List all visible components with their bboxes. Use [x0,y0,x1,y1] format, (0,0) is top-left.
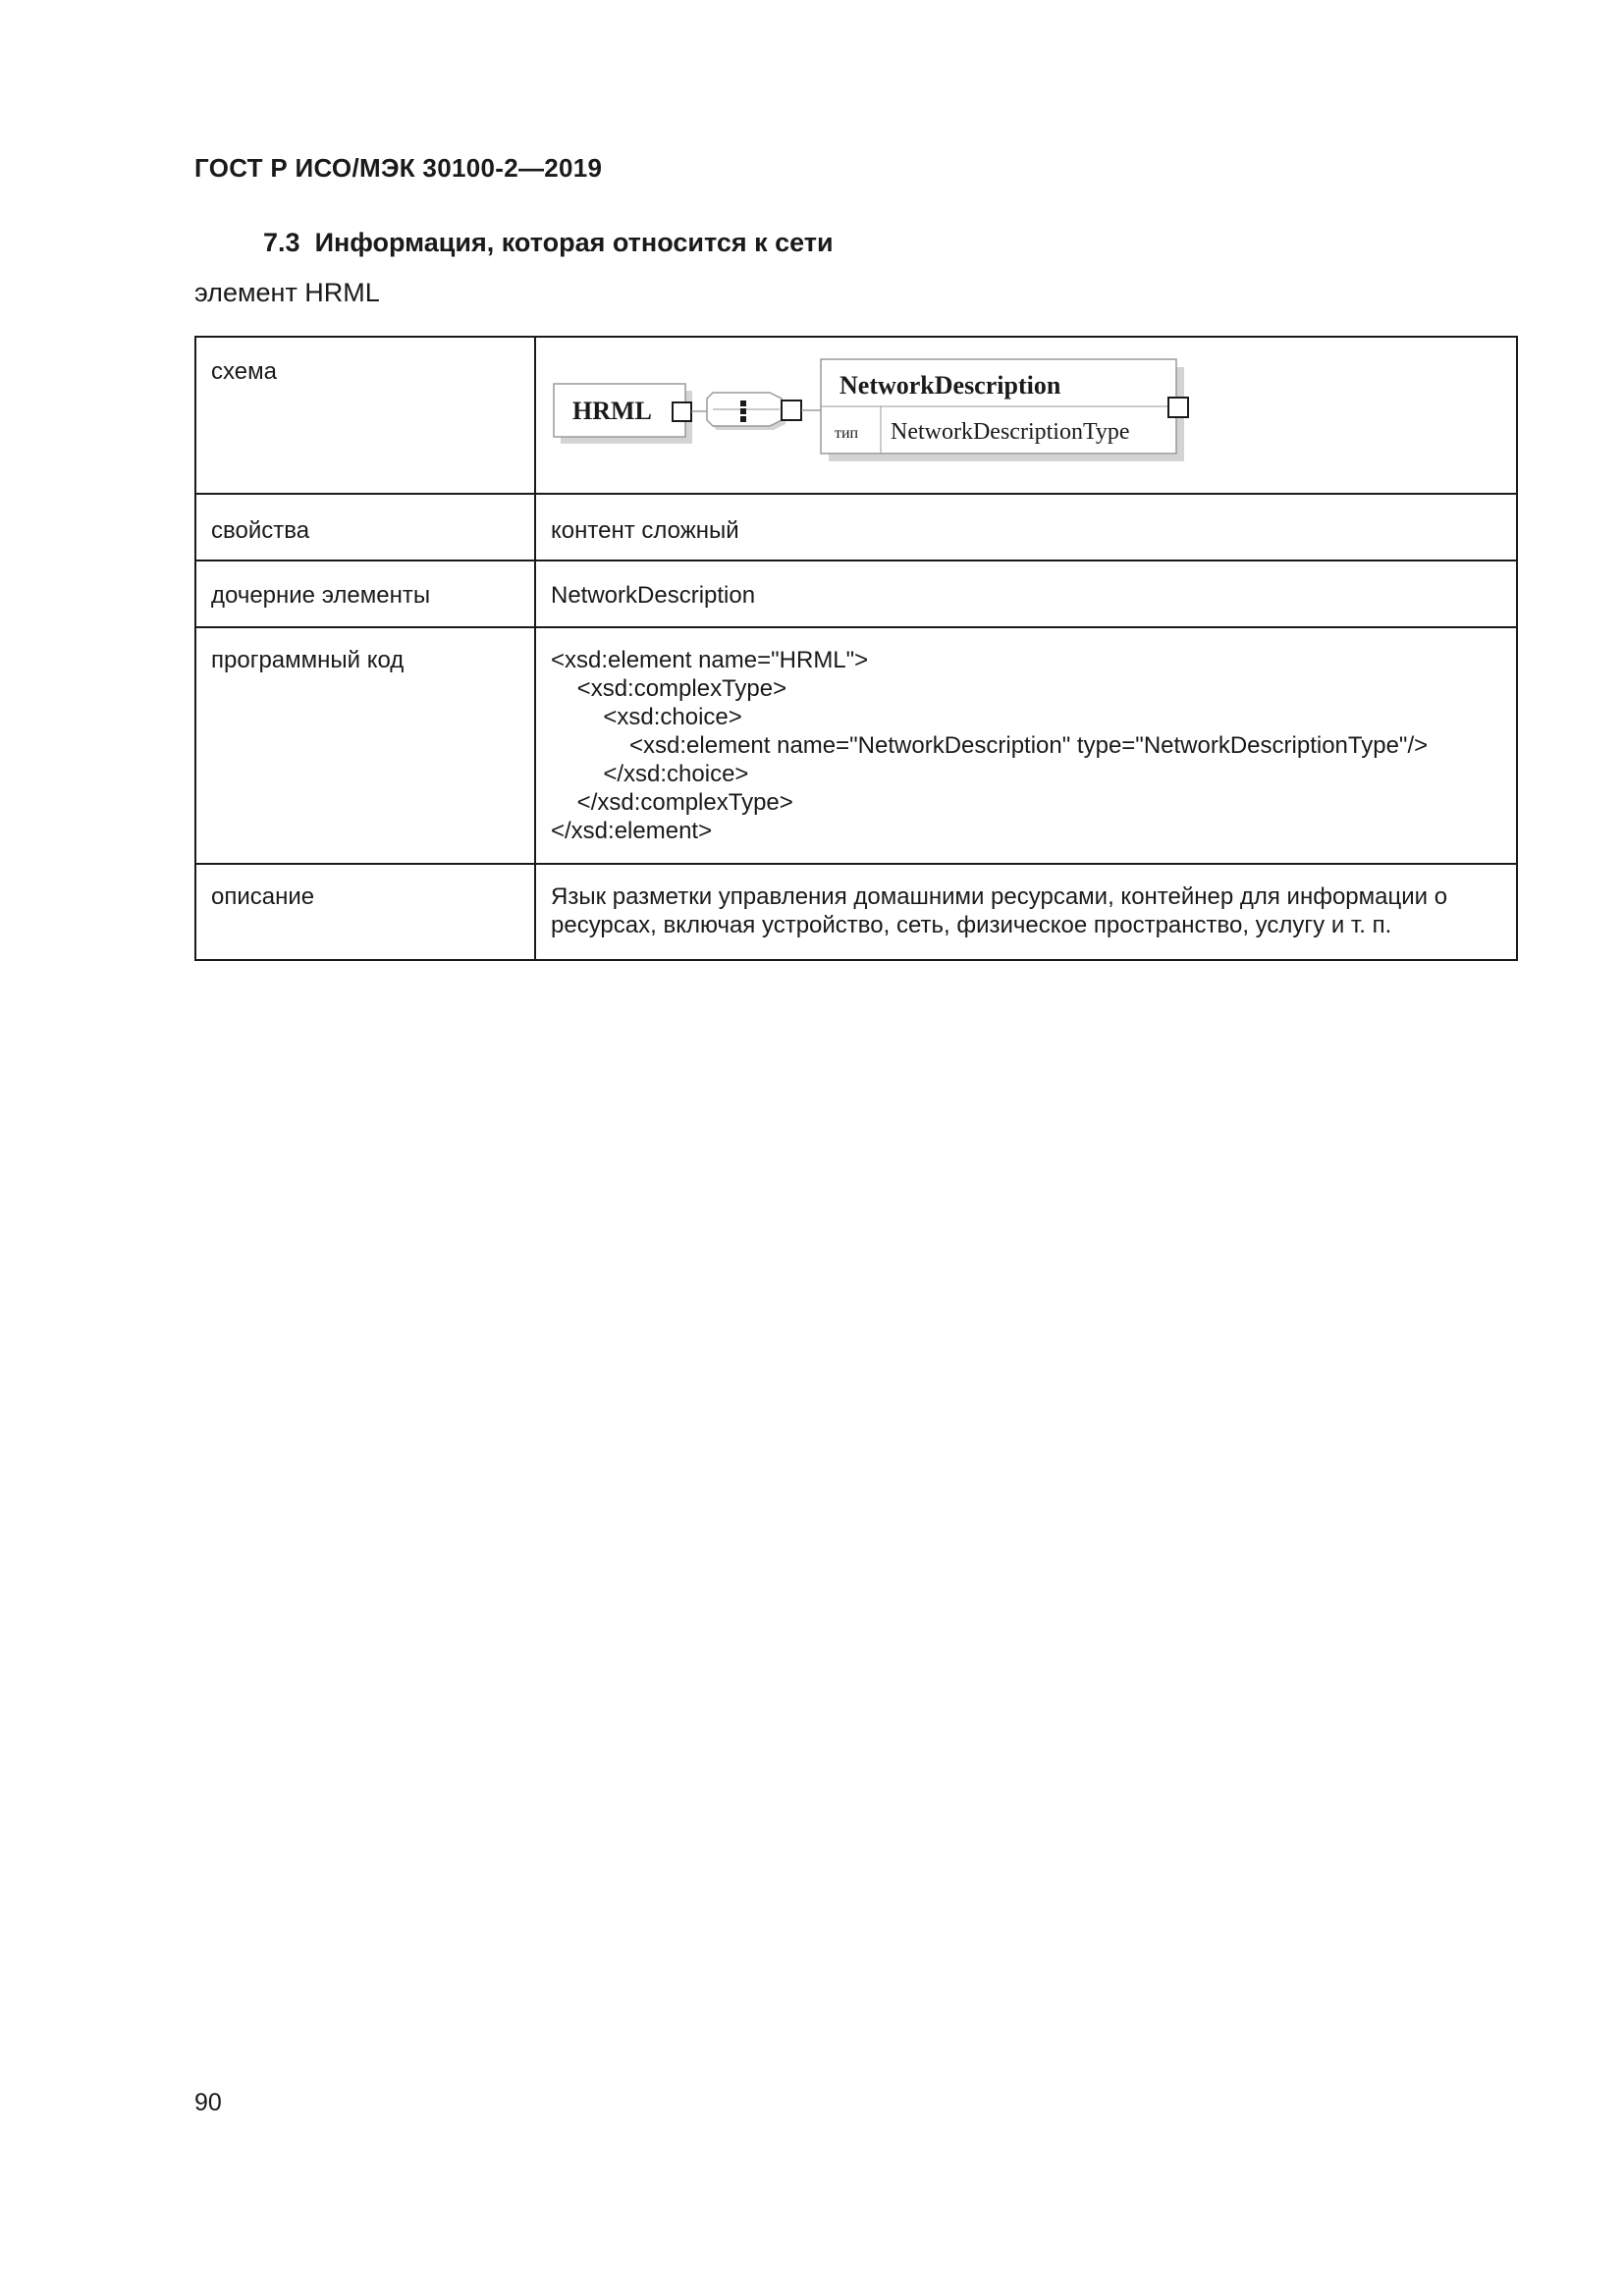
document-header: ГОСТ Р ИСО/МЭК 30100-2—2019 [194,153,603,183]
choice-dot-2 [740,408,746,414]
table-row-children [195,561,1517,627]
element-spec-table [194,336,1518,961]
properties-label: свойства [195,494,535,561]
element-caption: элемент HRML [194,278,380,307]
choice-dot-1 [740,400,746,406]
type-label: тип [835,425,859,442]
description-text: Язык разметки управления домашними ресурсами, контейнер для информации о ресурсах, включая устройство, сеть, физическое пространство, услугу и т. п. [535,864,1517,960]
description-label: описание [195,864,535,960]
children-label: дочерние элементы [195,561,535,627]
code-line: <xsd:choice> [551,704,742,730]
table-row-properties [195,494,1517,561]
code-line: </xsd:choice> [551,761,749,787]
table-row-schema [195,337,1517,494]
section-heading [263,228,834,258]
page-number: 90 [194,2089,222,2116]
code-line: <xsd:complexType> [551,675,787,702]
hrml-element-name: HRML [572,397,652,425]
table-row-description [195,864,1517,960]
table-row-code [195,627,1517,864]
choice-expand-square [782,400,801,420]
code-line: <xsd:element name="NetworkDescription" type="NetworkDescriptionType"/> [551,732,1429,759]
schema-cell [535,337,1517,494]
choice-dot-3 [740,416,746,422]
code-block [535,627,1517,864]
network-description-name: NetworkDescription [839,371,1061,400]
network-expand-square [1168,398,1188,417]
children-value: NetworkDescription [535,561,1517,627]
type-value: NetworkDescriptionType [891,419,1130,445]
properties-value: контент сложный [535,494,1517,561]
section-number: 7.3 [263,228,300,257]
section-title: Информация, которая относится к сети [314,228,834,257]
schema-label: схема [195,337,535,494]
code-label: программный код [195,627,535,864]
schema-diagram [536,338,1518,495]
hrml-expand-square [673,402,691,421]
code-line: </xsd:complexType> [551,789,793,816]
code-line: </xsd:element> [551,818,713,844]
code-line: <xsd:element name="HRML"> [551,647,869,673]
